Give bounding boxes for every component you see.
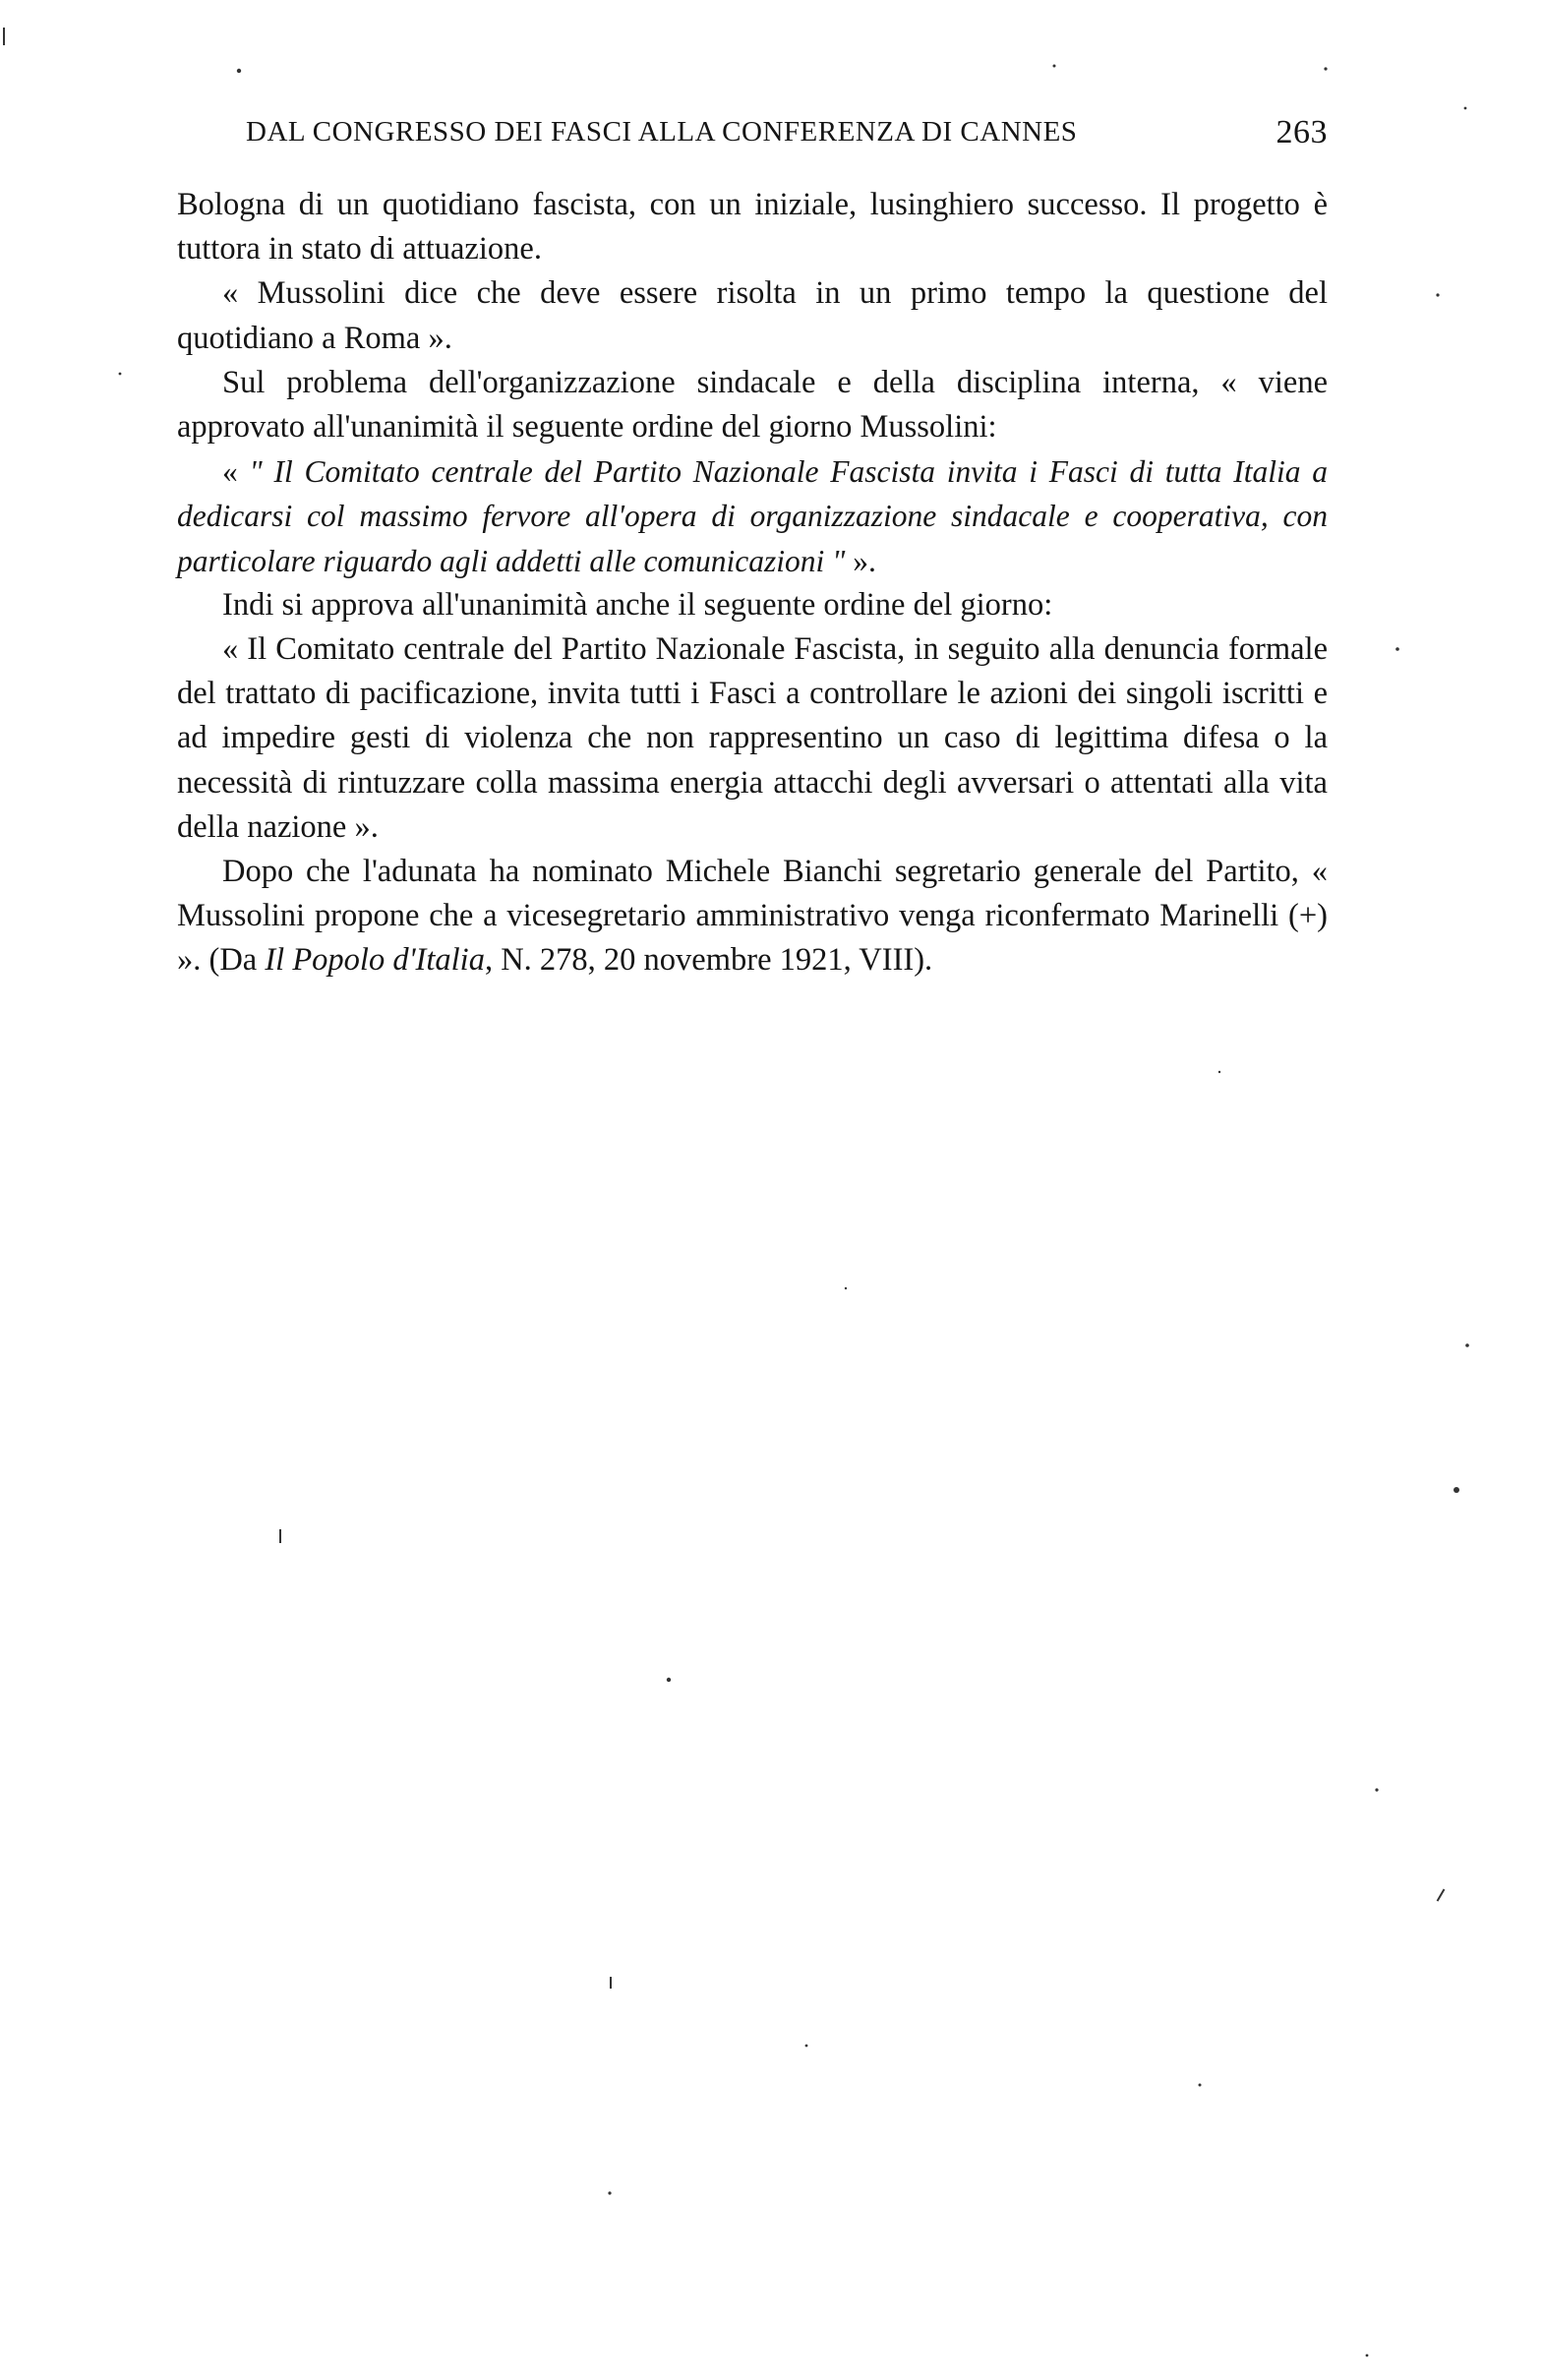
paragraph-bianchi-text: Dopo che l'adunata ha nominato Michele Bianchi segretario generale del Partito, « Mussolini propone che a vicesegretario amministrativo venga riconfermato Marinelli (+) ». (Da [177,854,1328,979]
ordine-del-giorno-text: " Il Comitato centrale del Partito Nazionale Fascista invita i Fasci di tutta Italia a dedicarsi col massimo fervore all'opera di organizzazione sindacale e cooperativa, con particolare riguardo agli addetti alle comunicazioni " [177,454,1328,578]
close-guillemet: ». [845,543,876,578]
source-citation: , N. 278, 20 novembre 1921, VIII). [484,942,933,979]
paragraph-continuation: Bologna di un quotidiano fascista, con un iniziale, lusinghiero successo. Il progetto è tuttora in stato di attuazione. [177,187,1328,268]
paragraph-organizzazione-sindacale: Sul problema dell'organizzazione sindacale e della disciplina interna, « viene approvato all'unanimità il seguente ordine del giorno Mussolini: [177,364,1328,446]
paragraph-quotidiano-roma: « Mussolini dice che deve essere risolta in un primo tempo la questione del quotidiano a Roma ». [177,275,1328,356]
open-guillemet: « [222,454,250,490]
paragraph-indi: Indi si approva all'unanimità anche il seguente ordine del giorno: [222,586,1053,623]
running-title: DAL CONGRESSO DEI FASCI ALLA CONFERENZA DI CANNES [246,116,1078,148]
source-newspaper-title: Il Popolo d'Italia [265,942,485,979]
ordine-del-giorno-pacificazione: « Il Comitato centrale del Partito Nazionale Fascista, in seguito alla denuncia formale del trattato di pacificazione, invita tutti i Fasci a controllare le azioni dei singoli iscritti e ad impedire gesti di violenza che non rappresentino un caso di legittima difesa o la necessità di rintuzzare colla massima energia attacchi degli avversari o attentati alla vita della nazione ». [177,631,1328,845]
page-number: 263 [1276,114,1328,150]
